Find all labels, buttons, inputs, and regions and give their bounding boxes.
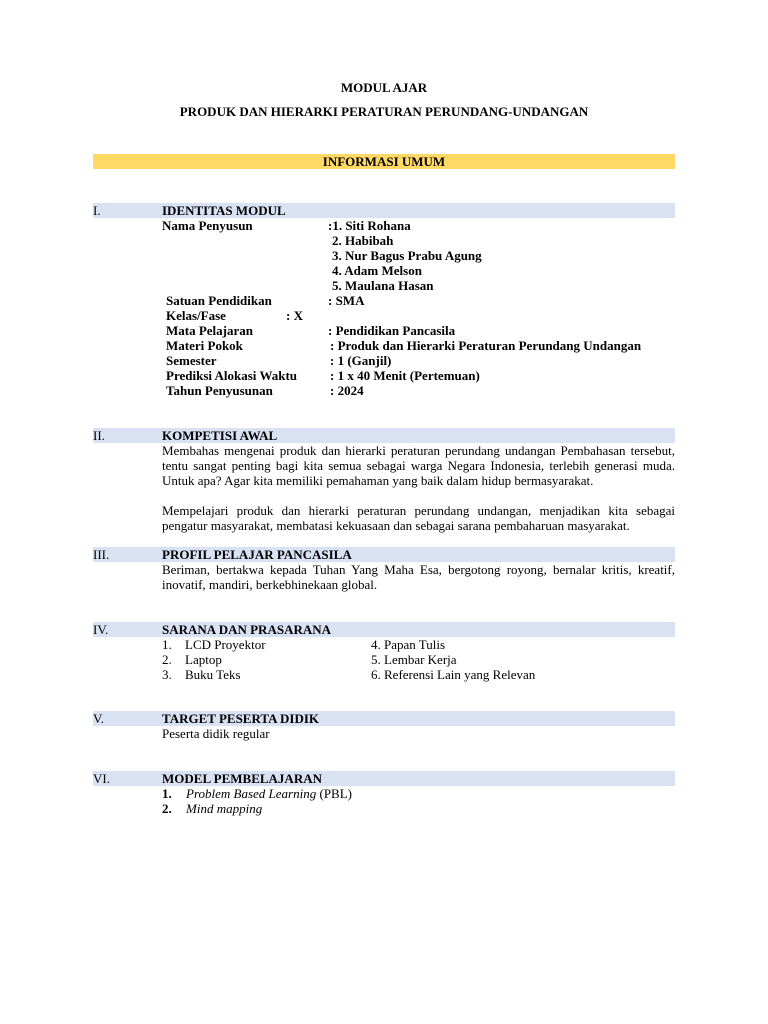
mapel-label: Mata Pelajaran — [166, 323, 254, 338]
penyusun-4: 4. Adam Melson — [332, 263, 422, 278]
kompetensi-paragraph-2: Mempelajari produk dan hierarki peraturan perundang undangan, menjadikan kita sebagai pengatur masyarakat, membatasi kekuasaan dan sebagai sarana pembaharuan masyarakat. — [162, 503, 675, 533]
profil-num: III. — [93, 547, 110, 562]
sarana-item: Buku Teks — [185, 667, 241, 682]
sarana-item: 5. Lembar Kerja — [371, 652, 457, 667]
model-item-name: Mind mapping — [186, 801, 263, 816]
semester-value: : 1 (Ganjil) — [330, 353, 392, 368]
model-item-num: 2. — [162, 801, 172, 816]
semester-label: Semester — [166, 353, 217, 368]
materi-label: Materi Pokok — [166, 338, 243, 353]
sarana-num: IV. — [93, 622, 109, 637]
penyusun-5: 5. Maulana Hasan — [332, 278, 434, 293]
document-title: MODUL AJAR — [340, 80, 428, 95]
sarana-item: 6. Referensi Lain yang Relevan — [371, 667, 536, 682]
model-heading: MODEL PEMBELAJARAN — [162, 771, 322, 786]
document-subtitle: PRODUK DAN HIERARKI PERATURAN PERUNDANG-UNDANGAN — [179, 104, 589, 119]
model-item-suffix: (PBL) — [316, 786, 352, 801]
sarana-item: 4. Papan Tulis — [371, 637, 446, 652]
sarana-item-num: 3. — [162, 667, 172, 682]
kompetensi-paragraph-1: Membahas mengenai produk dan hierarki peraturan perundang undangan Pembahasan tersebut, tentu sangat penting bagi kita semua sebagai warga Negara Indonesia, terlebih generasi muda. Untuk apa? Agar kita memiliki pemahaman yang baik dalam hidup bermasyarakat. — [162, 443, 675, 488]
penyusun-2: 2. Habibah — [332, 233, 394, 248]
model-item-num: 1. — [162, 786, 172, 801]
mapel-value: : Pendidikan Pancasila — [328, 323, 456, 338]
penyusun-1: :1. Siti Rohana — [328, 218, 411, 233]
tahun-label: Tahun Penyusunan — [166, 383, 273, 398]
kompetensi-heading: KOMPETISI AWAL — [162, 428, 278, 443]
target-heading: TARGET PESERTA DIDIK — [162, 711, 320, 726]
sarana-item-num: 1. — [162, 637, 172, 652]
profil-text: Beriman, bertakwa kepada Tuhan Yang Maha Esa, bergotong royong, bernalar kritis, kreatif, inovatif, mandiri, berkebhinekaan global. — [162, 562, 675, 592]
model-item-name: Problem Based Learning — [186, 786, 317, 801]
model-num: VI. — [93, 771, 110, 786]
alokasi-value: : 1 x 40 Menit (Pertemuan) — [330, 368, 480, 383]
sarana-item: Laptop — [185, 652, 222, 667]
sarana-item: LCD Proyektor — [185, 637, 266, 652]
sarana-heading: SARANA DAN PRASARANA — [162, 622, 332, 637]
penyusun-label: Nama Penyusun — [162, 218, 253, 233]
kelas-label: Kelas/Fase — [166, 308, 226, 323]
target-num: V. — [93, 711, 104, 726]
alokasi-label: Prediksi Alokasi Waktu — [166, 368, 298, 383]
tahun-value: : 2024 — [330, 383, 364, 398]
identitas-heading: IDENTITAS MODUL — [162, 203, 286, 218]
satuan-label: Satuan Pendidikan — [166, 293, 272, 308]
identitas-num: I. — [93, 203, 101, 218]
materi-value: : Produk dan Hierarki Peraturan Perundang Undangan — [330, 338, 642, 353]
satuan-value: : SMA — [328, 293, 365, 308]
kompetensi-num: II. — [93, 428, 105, 443]
target-text: Peserta didik regular — [162, 726, 270, 741]
penyusun-3: 3. Nur Bagus Prabu Agung — [332, 248, 482, 263]
profil-heading: PROFIL PELAJAR PANCASILA — [162, 547, 352, 562]
informasi-umum-heading: INFORMASI UMUM — [322, 154, 446, 169]
model-item — [186, 801, 262, 816]
model-item — [186, 786, 352, 801]
kelas-value: : X — [286, 308, 303, 323]
sarana-item-num: 2. — [162, 652, 172, 667]
